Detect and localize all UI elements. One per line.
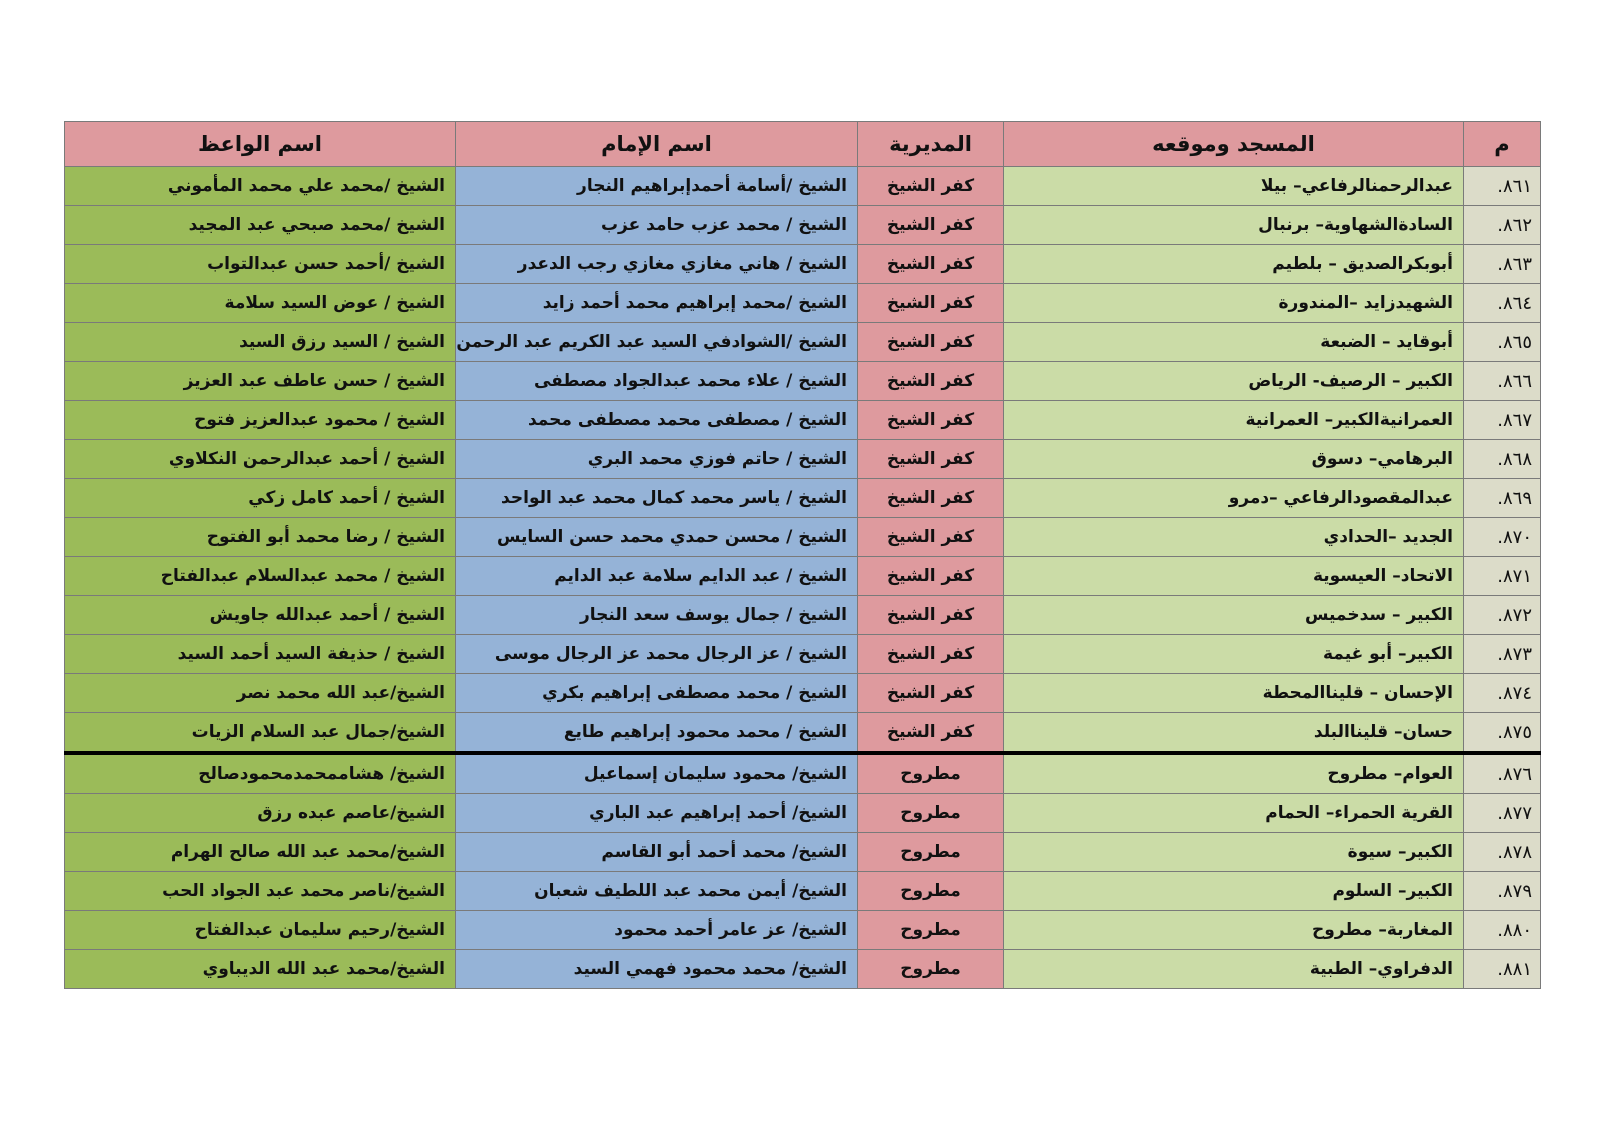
imam-cell: الشيخ /أسامة أحمدإبراهيم النجار (456, 167, 858, 206)
preacher-cell: الشيخ/محمد عبد الله الديباوي (65, 950, 456, 989)
imam-cell: الشيخ / عز الرجال محمد عز الرجال موسى (456, 635, 858, 674)
header-row (65, 122, 1541, 167)
table-row (65, 950, 1541, 989)
row-number: ٨٦٦. (1464, 362, 1541, 401)
mosque-cell: أبوقايد – الضبعة (1004, 323, 1464, 362)
directorate-cell: كفر الشيخ (858, 440, 1004, 479)
imam-cell: الشيخ / علاء محمد عبدالجواد مصطفى (456, 362, 858, 401)
row-number: ٨٧٢. (1464, 596, 1541, 635)
preacher-cell: الشيخ / محمود عبدالعزيز فتوح (65, 401, 456, 440)
imam-cell: الشيخ / هاني مغازي مغازي رجب الدعدر (456, 245, 858, 284)
row-number: ٨٦٤. (1464, 284, 1541, 323)
table-row (65, 362, 1541, 401)
mosque-cell: السادةالشهاوية– برنبال (1004, 206, 1464, 245)
mosque-cell: المغاربة– مطروح (1004, 911, 1464, 950)
table-row (65, 245, 1541, 284)
table-row (65, 794, 1541, 833)
mosque-cell: الدفراوي– الطبية (1004, 950, 1464, 989)
table-row (65, 440, 1541, 479)
assignment-sheet (65, 121, 1541, 989)
imam-cell: الشيخ / عبد الدايم سلامة عبد الدايم (456, 557, 858, 596)
preacher-cell: الشيخ/رحيم سليمان عبدالفتاح (65, 911, 456, 950)
row-number: ٨٧٧. (1464, 794, 1541, 833)
preacher-cell: الشيخ /أحمد حسن عبدالتواب (65, 245, 456, 284)
row-number: ٨٧٩. (1464, 872, 1541, 911)
table-row (65, 674, 1541, 713)
preacher-cell: الشيخ / أحمد كامل زكي (65, 479, 456, 518)
directorate-cell: كفر الشيخ (858, 167, 1004, 206)
directorate-cell: كفر الشيخ (858, 674, 1004, 713)
preacher-cell: الشيخ/عبد الله محمد نصر (65, 674, 456, 713)
mosque-cell: البرهامي– دسوق (1004, 440, 1464, 479)
mosque-cell: العوام– مطروح (1004, 753, 1464, 794)
preacher-cell: الشيخ / أحمد عبدالرحمن النكلاوي (65, 440, 456, 479)
directorate-cell: كفر الشيخ (858, 713, 1004, 754)
directorate-cell: مطروح (858, 872, 1004, 911)
preacher-cell: الشيخ / السيد رزق السيد (65, 323, 456, 362)
mosque-cell: العمرانيةالكبير– العمرانية (1004, 401, 1464, 440)
directorate-cell: كفر الشيخ (858, 479, 1004, 518)
directorate-cell: مطروح (858, 950, 1004, 989)
preacher-cell: الشيخ / رضا محمد أبو الفتوح (65, 518, 456, 557)
imam-cell: الشيخ / ياسر محمد كمال محمد عبد الواحد (456, 479, 858, 518)
table-row (65, 635, 1541, 674)
directorate-cell: كفر الشيخ (858, 401, 1004, 440)
mosque-cell: الكبير– أبو غيمة (1004, 635, 1464, 674)
imam-cell: الشيخ/ أيمن محمد عبد اللطيف شعبان (456, 872, 858, 911)
table-row (65, 596, 1541, 635)
preacher-cell: الشيخ/ناصر محمد عبد الجواد الحب (65, 872, 456, 911)
mosque-cell: عبدالرحمنالرفاعي– بيلا (1004, 167, 1464, 206)
imam-cell: الشيخ / محمد محمود إبراهيم طايع (456, 713, 858, 754)
imam-cell: الشيخ / محمد مصطفى إبراهيم بكري (456, 674, 858, 713)
row-number: ٨٧٣. (1464, 635, 1541, 674)
imam-cell: الشيخ/ أحمد إبراهيم عبد الباري (456, 794, 858, 833)
imam-cell: الشيخ / محمد عزب حامد عزب (456, 206, 858, 245)
mosque-cell: الكبير– السلوم (1004, 872, 1464, 911)
imam-cell: الشيخ / محسن حمدي محمد حسن السايس (456, 518, 858, 557)
imam-cell: الشيخ / حاتم فوزي محمد البري (456, 440, 858, 479)
directorate-cell: كفر الشيخ (858, 284, 1004, 323)
table-row (65, 753, 1541, 794)
directorate-cell: كفر الشيخ (858, 557, 1004, 596)
mosque-cell: الاتحاد– العيسوية (1004, 557, 1464, 596)
row-number: ٨٧٥. (1464, 713, 1541, 754)
header-preacher: اسم الواعظ (65, 122, 456, 167)
assignments-table (64, 121, 1541, 989)
table-row (65, 833, 1541, 872)
row-number: ٨٦٣. (1464, 245, 1541, 284)
header-directorate: المديرية (858, 122, 1004, 167)
header-num: م (1464, 122, 1541, 167)
mosque-cell: الجديد –الحدادي (1004, 518, 1464, 557)
preacher-cell: الشيخ / حذيفة السيد أحمد السيد (65, 635, 456, 674)
table-body (65, 167, 1541, 989)
preacher-cell: الشيخ / محمد عبدالسلام عبدالفتاح (65, 557, 456, 596)
table-header (65, 122, 1541, 167)
table-row (65, 557, 1541, 596)
imam-cell: الشيخ /محمد إبراهيم محمد أحمد زايد (456, 284, 858, 323)
preacher-cell: الشيخ/عاصم عبده رزق (65, 794, 456, 833)
preacher-cell: الشيخ /محمد صبحي عبد المجيد (65, 206, 456, 245)
preacher-cell: الشيخ/جمال عبد السلام الزيات (65, 713, 456, 754)
table-row (65, 206, 1541, 245)
row-number: ٨٧١. (1464, 557, 1541, 596)
mosque-cell: القرية الحمراء– الحمام (1004, 794, 1464, 833)
header-imam: اسم الإمام (456, 122, 858, 167)
directorate-cell: كفر الشيخ (858, 245, 1004, 284)
directorate-cell: كفر الشيخ (858, 362, 1004, 401)
preacher-cell: الشيخ / عوض السيد سلامة (65, 284, 456, 323)
table-row (65, 911, 1541, 950)
row-number: ٨٧٦. (1464, 753, 1541, 794)
directorate-cell: كفر الشيخ (858, 596, 1004, 635)
table-row (65, 518, 1541, 557)
mosque-cell: حسان– قليناالبلد (1004, 713, 1464, 754)
imam-cell: الشيخ/ محمد محمود فهمي السيد (456, 950, 858, 989)
row-number: ٨٨٠. (1464, 911, 1541, 950)
directorate-cell: مطروح (858, 794, 1004, 833)
imam-cell: الشيخ/ عز عامر أحمد محمود (456, 911, 858, 950)
directorate-cell: مطروح (858, 911, 1004, 950)
table-row (65, 323, 1541, 362)
directorate-cell: مطروح (858, 753, 1004, 794)
table-row (65, 479, 1541, 518)
mosque-cell: الكبير – الرصيف- الرياض (1004, 362, 1464, 401)
imam-cell: الشيخ /الشوادفي السيد عبد الكريم عبد الرحمن (456, 323, 858, 362)
imam-cell: الشيخ / مصطفى محمد مصطفى محمد (456, 401, 858, 440)
table-row (65, 872, 1541, 911)
row-number: ٨٨١. (1464, 950, 1541, 989)
directorate-cell: مطروح (858, 833, 1004, 872)
row-number: ٨٦٥. (1464, 323, 1541, 362)
preacher-cell: الشيخ / أحمد عبدالله جاويش (65, 596, 456, 635)
mosque-cell: الكبير– سيوة (1004, 833, 1464, 872)
table-row (65, 284, 1541, 323)
preacher-cell: الشيخ /محمد علي محمد المأموني (65, 167, 456, 206)
row-number: ٨٦٨. (1464, 440, 1541, 479)
mosque-cell: أبوبكرالصديق – بلطيم (1004, 245, 1464, 284)
row-number: ٨٦٢. (1464, 206, 1541, 245)
directorate-cell: كفر الشيخ (858, 206, 1004, 245)
table-row (65, 167, 1541, 206)
row-number: ٨٦٩. (1464, 479, 1541, 518)
mosque-cell: الكبير – سدخميس (1004, 596, 1464, 635)
imam-cell: الشيخ/ محمود سليمان إسماعيل (456, 753, 858, 794)
row-number: ٨٧٤. (1464, 674, 1541, 713)
imam-cell: الشيخ / جمال يوسف سعد النجار (456, 596, 858, 635)
imam-cell: الشيخ/ محمد أحمد أبو القاسم (456, 833, 858, 872)
table-row (65, 713, 1541, 754)
mosque-cell: الإحسان – قليناالمحطة (1004, 674, 1464, 713)
header-mosque: المسجد وموقعه (1004, 122, 1464, 167)
preacher-cell: الشيخ / حسن عاطف عبد العزيز (65, 362, 456, 401)
table-row (65, 401, 1541, 440)
mosque-cell: عبدالمقصودالرفاعي –دمرو (1004, 479, 1464, 518)
row-number: ٨٦٧. (1464, 401, 1541, 440)
row-number: ٨٧٨. (1464, 833, 1541, 872)
row-number: ٨٦١. (1464, 167, 1541, 206)
preacher-cell: الشيخ/ هشاممحمدمحمودصالح (65, 753, 456, 794)
directorate-cell: كفر الشيخ (858, 323, 1004, 362)
directorate-cell: كفر الشيخ (858, 635, 1004, 674)
directorate-cell: كفر الشيخ (858, 518, 1004, 557)
row-number: ٨٧٠. (1464, 518, 1541, 557)
preacher-cell: الشيخ/محمد عبد الله صالح الهرام (65, 833, 456, 872)
mosque-cell: الشهيدزايد –المندورة (1004, 284, 1464, 323)
